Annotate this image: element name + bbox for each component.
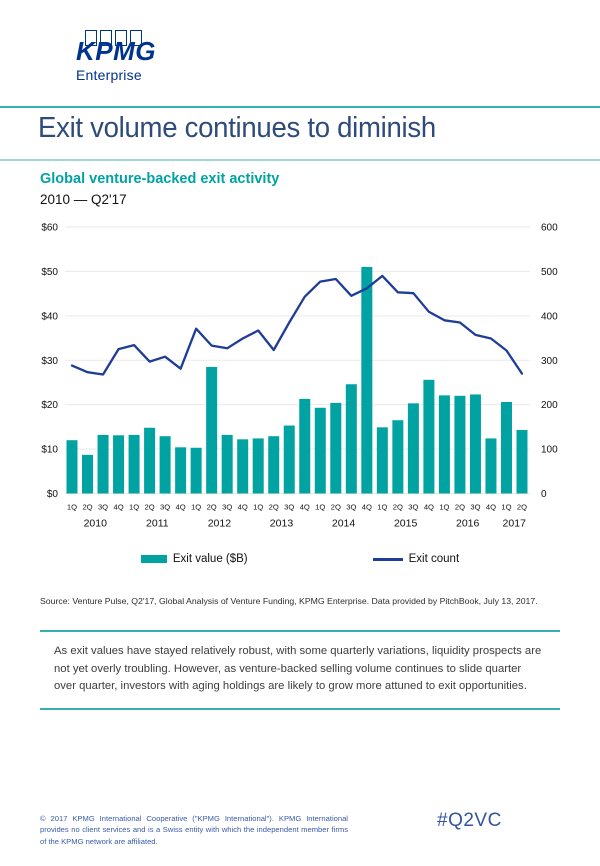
exit-count-swatch-icon: [373, 558, 403, 561]
exit-activity-chart: [0, 210, 600, 540]
exit-value-bar: [423, 380, 434, 494]
exit-value-bar: [330, 403, 341, 494]
callout-box: As exit values have stayed relatively robust, with some quarterly variations, liquidity prospects are not yet overly troubling. However, as venture-backed selling volume continues to slide quarter over quarter, investors with aging holdings are likely to grow more attuned to exit opportunities.: [40, 630, 560, 710]
exit-value-bar: [377, 427, 388, 493]
kpmg-enterprise-label: Enterprise: [76, 67, 142, 83]
quarter-label: 2Q: [206, 502, 217, 512]
year-label: 2013: [269, 517, 294, 530]
year-label: 2017: [502, 517, 526, 530]
quarter-label: 1Q: [439, 502, 450, 512]
exit-value-bar: [268, 436, 279, 493]
exit-value-bar: [299, 399, 310, 494]
quarter-label: 3Q: [346, 502, 357, 512]
exit-value-bar: [361, 267, 372, 494]
legend-exit-count-label: Exit count: [408, 553, 460, 565]
right-axis-tick-label: 200: [541, 400, 558, 412]
exit-value-bar: [222, 435, 233, 494]
page-title: Exit volume continues to diminish: [38, 112, 436, 144]
left-axis-tick-label: $50: [41, 266, 58, 278]
exit-value-bar: [517, 430, 528, 494]
exit-value-bar: [144, 428, 155, 494]
quarter-label: 2Q: [82, 502, 93, 512]
quarter-label: 1Q: [128, 502, 140, 512]
year-label: 2016: [456, 517, 480, 530]
quarter-label: 4Q: [113, 502, 124, 512]
quarter-label: 1Q: [66, 502, 78, 512]
year-label: 2015: [393, 517, 418, 530]
exit-value-bar: [315, 408, 326, 494]
kpmg-wordmark: KPMG: [76, 36, 156, 66]
quarter-label: 2Q: [144, 502, 155, 512]
quarter-label: 2Q: [330, 502, 341, 512]
quarter-label: 1Q: [315, 502, 326, 512]
quarter-label: 3Q: [222, 502, 233, 512]
exit-value-bar: [454, 396, 465, 494]
exit-value-bar: [191, 448, 202, 494]
quarter-label: 2Q: [392, 502, 403, 512]
legend-exit-value: [141, 553, 248, 565]
right-axis-tick-label: 300: [541, 355, 558, 367]
quarter-label: 1Q: [191, 502, 202, 512]
quarter-label: 2Q: [516, 502, 528, 512]
year-label: 2012: [207, 517, 232, 530]
exit-value-bar: [408, 403, 419, 493]
exit-value-bar: [501, 402, 512, 493]
exit-value-bar: [160, 436, 171, 493]
right-axis-tick-label: 100: [541, 444, 558, 456]
quarter-label: 3Q: [160, 502, 171, 512]
exit-value-bar: [113, 435, 124, 493]
quarter-label: 4Q: [237, 502, 248, 512]
exit-value-bar: [237, 439, 248, 493]
year-label: 2011: [146, 517, 169, 530]
chart-canvas: [0, 210, 600, 540]
title-divider: [0, 159, 600, 161]
right-axis-tick-label: 600: [541, 222, 558, 234]
quarter-label: 2Q: [454, 502, 466, 512]
exit-value-bar: [284, 426, 295, 494]
quarter-label: 3Q: [284, 502, 295, 512]
quarter-label: 1Q: [377, 502, 388, 512]
copyright-text: © 2017 KPMG International Cooperative ("KPMG International"). KPMG International provides no client services and is a Swiss entity with which the independent member firms of the KPMG network are affiliated.: [40, 814, 348, 846]
left-axis-tick-label: $10: [41, 444, 58, 456]
exit-value-swatch-icon: [141, 555, 167, 563]
exit-value-bar: [485, 438, 496, 493]
quarter-label: 2Q: [268, 502, 279, 512]
left-axis-tick-label: $40: [41, 311, 58, 323]
quarter-label: 4Q: [485, 502, 497, 512]
quarter-label: 1Q: [253, 502, 264, 512]
legend-exit-count: [373, 553, 460, 565]
exit-value-bar: [82, 455, 93, 494]
left-axis-tick-label: $0: [46, 489, 58, 500]
year-label: 2010: [83, 517, 107, 530]
right-axis-tick-label: 500: [541, 266, 558, 278]
left-axis-tick-label: $20: [41, 400, 58, 412]
left-axis-tick-label: $30: [41, 355, 58, 367]
legend-exit-value-label: Exit value ($B): [172, 553, 248, 565]
exit-value-bar: [253, 438, 264, 493]
exit-value-bar: [206, 367, 217, 494]
quarter-label: 4Q: [299, 502, 310, 512]
quarter-label: 3Q: [97, 502, 109, 512]
chart-title: Global venture-backed exit activity: [40, 171, 280, 187]
exit-value-bar: [98, 435, 109, 494]
chart-subtitle: 2010 — Q2'17: [40, 192, 127, 207]
exit-value-bar: [175, 447, 186, 493]
quarter-label: 3Q: [470, 502, 481, 512]
source-note: Source: Venture Pulse, Q2'17, Global Analysis of Venture Funding, KPMG Enterprise. Data provided by PitchBook, July 13, 2017.: [40, 596, 538, 606]
quarter-label: 4Q: [361, 502, 372, 512]
year-label: 2014: [331, 517, 356, 530]
left-axis-tick-label: $60: [41, 222, 58, 234]
right-axis-tick-label: 0: [541, 489, 547, 500]
exit-value-bar: [129, 435, 140, 494]
exit-value-bar: [346, 384, 357, 493]
chart-legend: [0, 553, 600, 565]
quarter-label: 4Q: [175, 502, 186, 512]
quarter-label: 1Q: [501, 502, 512, 512]
top-divider: [0, 106, 600, 108]
exit-value-bar: [470, 394, 481, 493]
kpmg-logo: [76, 30, 156, 83]
exit-value-bar: [392, 420, 403, 493]
hashtag: #Q2VC: [437, 810, 502, 831]
exit-value-bar: [439, 395, 450, 493]
quarter-label: 4Q: [423, 502, 434, 512]
exit-count-line: [72, 276, 522, 375]
right-axis-tick-label: 400: [541, 311, 558, 323]
quarter-label: 3Q: [408, 502, 419, 512]
exit-value-bar: [67, 440, 78, 493]
